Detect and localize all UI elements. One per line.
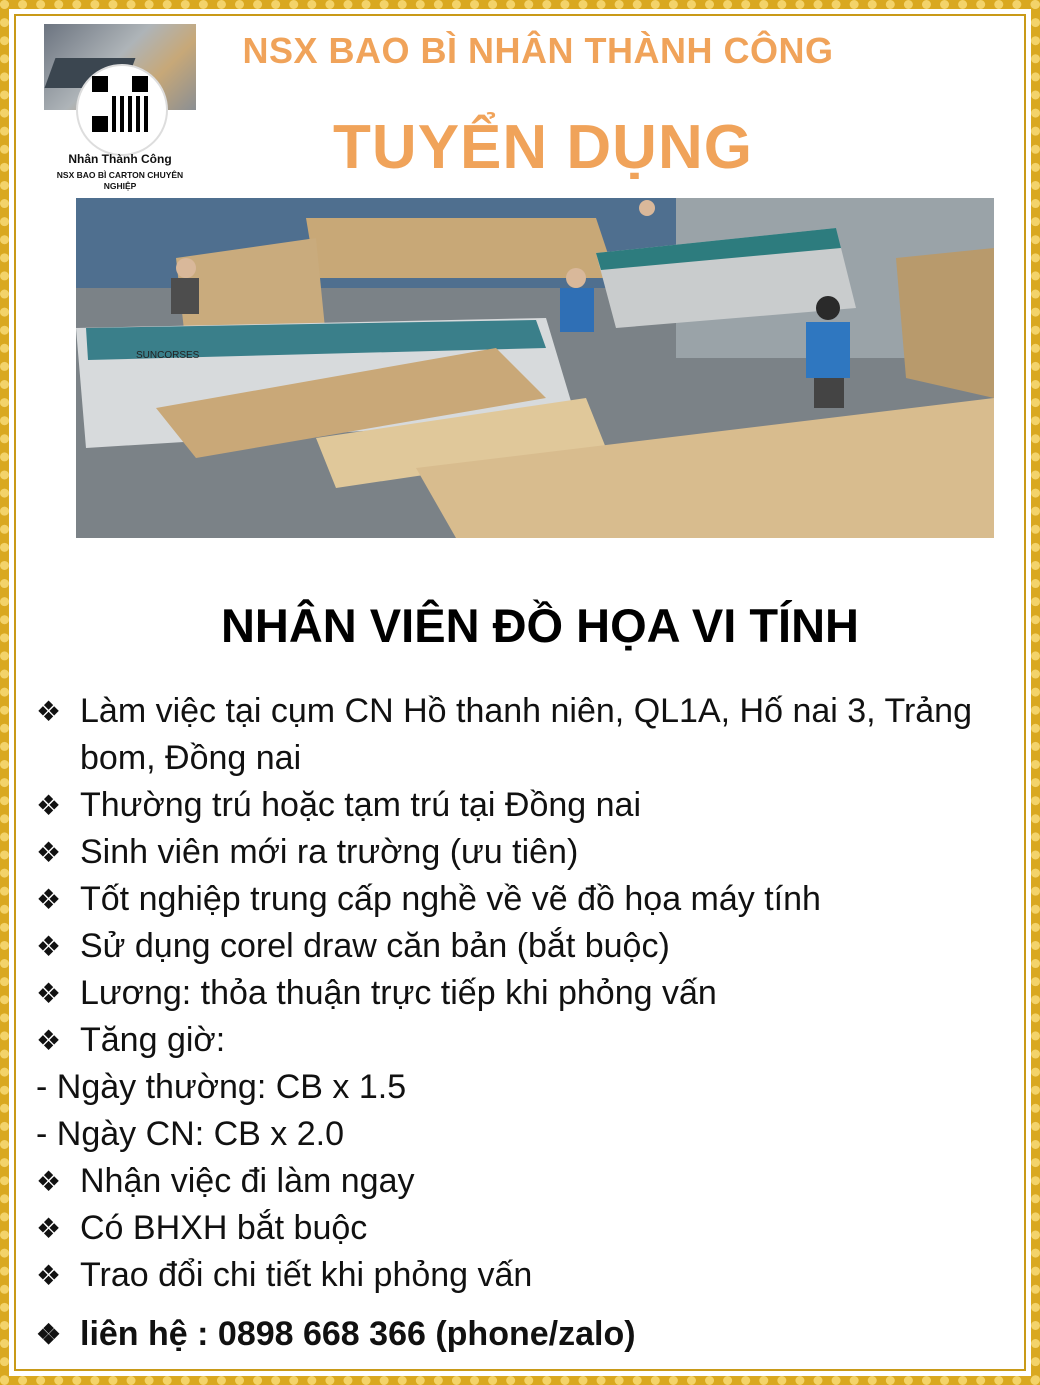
company-name: NSX BAO BÌ NHÂN THÀNH CÔNG (242, 30, 834, 71)
logo-name: Nhân Thành Công (68, 152, 172, 166)
diamond-bullet-icon: ❖ (36, 696, 62, 727)
list-item: ❖ Làm việc tại cụm CN Hồ thanh niên, QL1A, Hố nai 3, Trảng bom, Đồng nai (36, 688, 1016, 782)
diamond-bullet-icon: ❖ (36, 1166, 62, 1197)
diamond-bullet-icon: ❖ (36, 931, 62, 962)
list-item: ❖ Thường trú hoặc tạm trú tại Đồng nai (36, 782, 1016, 829)
overtime-item: - Ngày CN: CB x 2.0 (36, 1115, 344, 1153)
list-item: ❖ Tốt nghiệp trung cấp nghề về vẽ đồ họa máy tính (36, 876, 1016, 923)
diamond-bullet-icon: ❖ (36, 1213, 62, 1244)
list-item: ❖ Có BHXH bắt buộc (36, 1205, 1016, 1252)
diamond-bullet-icon: ❖ (36, 884, 62, 915)
list-item: ❖ Sử dụng corel draw căn bản (bắt buộc) (36, 923, 1016, 970)
diamond-bullet-icon: ❖ (36, 1025, 62, 1056)
diamond-bullet-icon: ❖ (36, 837, 62, 868)
company-logo (44, 24, 196, 200)
list-item: ❖ Lương: thỏa thuận trực tiếp khi phỏng vấn (36, 970, 1016, 1017)
list-item: ❖ Trao đổi chi tiết khi phỏng vấn (36, 1252, 1016, 1299)
qr-code-icon (92, 76, 148, 132)
requirements-list (36, 688, 1016, 1358)
diamond-bullet-icon: ❖ (36, 1260, 62, 1291)
contact-phone[interactable]: liên hệ : 0898 668 366 (phone/zalo) (80, 1315, 636, 1353)
diamond-bullet-icon: ❖ (36, 790, 62, 821)
diamond-bullet-icon: ❖ (36, 978, 62, 1009)
logo-subtitle: NSX BAO BÌ CARTON CHUYÊN NGHIỆP (56, 170, 184, 191)
factory-photo (76, 198, 994, 538)
list-item: ❖ Tăng giờ: (36, 1017, 1016, 1064)
list-item: ❖ Sinh viên mới ra trường (ưu tiên) (36, 829, 1016, 876)
overtime-item: - Ngày thường: CB x 1.5 (36, 1068, 407, 1106)
contact-line (36, 1311, 1016, 1358)
hiring-headline: TUYỂN DỤNG (333, 113, 753, 182)
diamond-bullet-icon: ❖ (36, 1319, 62, 1350)
list-item: ❖ Nhận việc đi làm ngay (36, 1158, 1016, 1205)
job-title: NHÂN VIÊN ĐỒ HỌA VI TÍNH (220, 599, 859, 652)
machine-brand: SUNCORSES (136, 350, 200, 361)
